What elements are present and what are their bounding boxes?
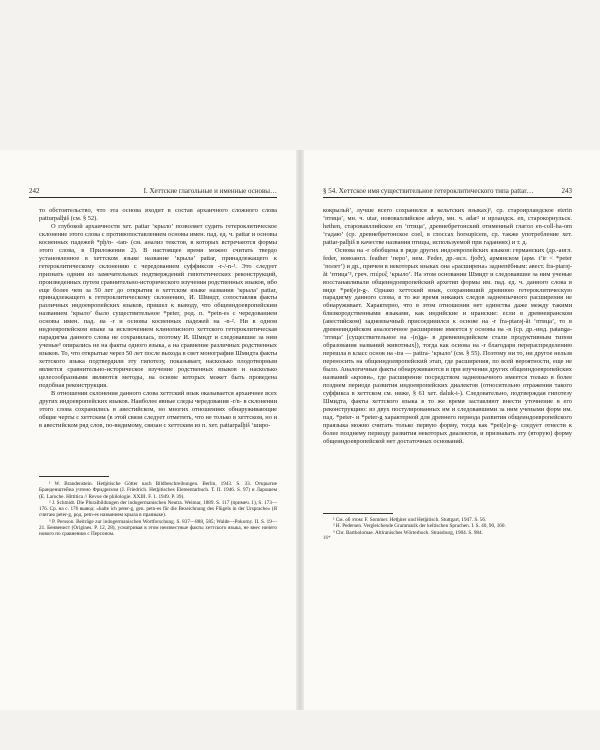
right-page-header <box>323 185 572 198</box>
right-page-body <box>323 207 572 446</box>
left-paragraph: В отношении склонения данного слова хеттский язык оказывается архаичнее всех других индоевропейских языков. Наиболее явные следы чередования -r/n- в склонении этого слова сохранились в авестийском, но многих отношениях обнаруживающие общие черты с хеттским (в этой связи следует отметить, что не только в хеттском, но и в авестийском ряд слов, по-видимому, связан с хеттским из п. хет. pattarpalḫiš ‘широ- <box>39 389 277 429</box>
left-footnote-rule <box>39 476 109 477</box>
left-footnote: ³ P. Persson. Beiträge zur indogermanischen Wortforschung. S. 837—888, 585; Walde—Pokorny. II. S. 19—21. Бенвенист (Origines. P. 12, 28), усматривая в этом неизвестные факты хеттского языка, не внес ничего нового по сравнению с Персоном. <box>39 518 277 538</box>
right-footnote: ¹ См. об этом: F. Sommer. Heth̲iter und Heth̲itisch. Stuttgart, 1947. S. 56. <box>333 517 487 523</box>
right-paragraph: Основа на -r обобщена в ряде других индоевропейских языков: германских (др.-англ. feder, новоангл. feather ‘перо’, нем. Feder, др.-исл. fjoðr), армянском (арм. t’ir < *peter ‘полет’) и др., причем в некоторых языках она «расширена» заднепёбным: авест. fra-ptarəj-ăt ‘птица’³, греч. πτέρυξ ‘крыло’. На этом основании Шмидт и следовавшие за ним ученые восстанавливали общеиндоевропейский архетип формы им. пад. ед. ч. данного слова в виде *pet(e)r-g-. Однако хеттский язык, сохранивший древнюю гетероклитическую парадигму данного слова, в то же время никаких следов заднеязычного расширения не обнаруживает. Характерно, что в этом отношении нет единства даже между такими близкородственными языками, как индийские и иранские: если в древнеиранском (авестийском) заднеязычный присоединился к основе на -r fra-ptarəj-ăt ‘птица’, то в древнеиндийском аналогичное расширение имеется у основы на -n (ср. др.-инд. patanga- ‘птица’ [существительное на -(n)ga- в древнеиндийском стали продуктивным типом образования названий животных]), тогда как основа на -r благодаря перераспределению перешла в класс основ на -tra — pattra- ‘крыло’ (см. § 55). Поэтому ни то, ни другое нельзя переносить на общеиндоевропейский этап, где расширения, по всей вероятности, еще не было. Аналогичные факты обнаруживаются и при изучении других общеиндоевропейских названий «крови», где расширение посредством заднеязычного имеется только в более позднем периоде развития индоевропейских диалектов (относительно отражения такого суффикса в хеттском см. ниже, § 61 хет. daluk-i-). Следовательно, подтверждая гипотезу Шмидта, факты хеттского языка в то же время заставляют внести уточнение в его реконструкцию: из двух постулированных им и следовавшими за ним учеными форм им. пад. *peter- и *peter-g характерной для древнего периода развития общеиндоевропейского праязыка можно считать только первую форму, тогда как *pet(e)r-g- следует отнести к более позднему периоду развития некоторых диалектов, и признавать эту (вторую) форму общеиндоевропейской нет достаточных оснований. <box>323 246 572 445</box>
left-page <box>0 150 296 710</box>
right-footnote: ² H. Pedersen. Vergleichende Grammatik der keltischen Sprachen. I. S. 40, 90, 160. <box>333 523 506 530</box>
right-footnote: ³ Chr. Bartholomae. Altiranisches Wörterbuch. Strassburg, 1904. S. 984. <box>333 529 483 536</box>
left-page-number: 242 <box>29 187 40 195</box>
left-page-header <box>29 185 277 198</box>
book-gutter <box>296 150 304 710</box>
right-footnotes <box>323 517 572 536</box>
right-footnote-rule <box>323 513 393 514</box>
right-running-head: § 54. Хеттское имя существительное гетероклитического типа pattar… <box>323 187 534 195</box>
left-running-head: I. Хеттские глагольные и именные основы… <box>143 187 277 195</box>
left-footnote: ¹ W. Brandenstein. Heth̲itische Götter nach Bildbeschreibungen. Berlin, 1943. S. 33. Открытие Бранденштейна учтено Фридрихом (J. Friedrich. Heth̲itisches Elementarbuch. T. II. 1946. S. 97) и Ларошем (E. Laroche. Hittitica // Revue de philologie. XXIII. F. 1. 1949. P. 39). <box>39 481 277 500</box>
left-paragraph: О глубокой архаичности хет. pattar ‘крыло’ позволяет судить гетероклитическое склонение этого слова с противопоставлением основы имен. пад. ед. ч. pattar и основы косвенных падежей *pḫ/n- -tan- (см. анализ текстов, в которых встречаются формы этого слова, в Приложении 2). В настоящее время можно считать твердо установленное в хеттском языке название ‘крыла’ pattar, принадлежащего к гетероклитическому склонению с чередованием суффиксов -r-/-n-¹. Это следует признать одним из замечательных подтверждений гипотетических реконструкций, произведенных путем сравнительно-исторического изучения родственных языков, ибо еще более чем за 50 лет до открытия в хеттском языке названия ‘крыла’ pattar, принадлежащего к гетероклитическому склонению, И. Шмидт, сопоставляя факты различных индоевропейских языков, пришел к выводу, что общеиндоевропейским названием ‘крыло’ было существительное *peter, род. п. *petn-es с чередованием основы имен. пад. на -r и основы косвенных падежей на -n-². Ни в одном индоевропейском языке за исключением клинописного хеттского гетероклитическая парадигма данного слова не сохранилась, поэтому И. Шмидт и следовавшие за ним ученые³ опирались не на факты одного языка, а на сравнение различных родственных языков. То, что открытые через 50 лет после выхода в свет монографии Шмидта факты хеттского языка подтвердили эту гипотезу, показывает, насколько плодотворным является сравнительно-историческое изучение родственных языков и насколько целесообразными являются методы, на основе которых может быть проведена подобная реконструкция. <box>39 222 277 389</box>
right-page <box>304 150 600 710</box>
signature-mark: 16* <box>323 536 331 541</box>
right-page-number: 243 <box>561 187 572 195</box>
left-paragraph: то обстоятельство, что эта основа входит в состав архаичного сложного слова patturpalḫiš (см. § 52). <box>39 207 277 222</box>
left-footnotes <box>39 481 277 538</box>
left-page-body <box>39 207 277 430</box>
right-paragraph: кокрыльй’, лучше всего сохранился в кельтских языках)¹, ср. староирландское eterin ‘птица’, мн. ч. utar, нововаллийское adeyn, мн. ч. adar² и ирландск. en, старокорнульск. hethen, старовавллийское en ‘птица’, древнебретонский отименный глагол en-coll-ha-om ‘гадаю’ (ср. древнебретонское coel, в глоссах horsupicem, ср. также употребление хет. pattar-palḫiš в качестве названия птицы, используемой при гаданиях) и т. д. <box>323 207 572 246</box>
left-footnote: ² J. Schmidt. Die Pluralbildungen der indogermanischen Neutra. Weimar, 1889. S. 117 (примеч. 1), S. 173—176. Ср. на с. 176 вывод: «halte ich peter-g, gen. petn-es für die Bezeichnung des Flügels in der Ursprache» (Я считаю peter-g, род. petn-es названием крыла в праязыке). <box>39 499 277 519</box>
